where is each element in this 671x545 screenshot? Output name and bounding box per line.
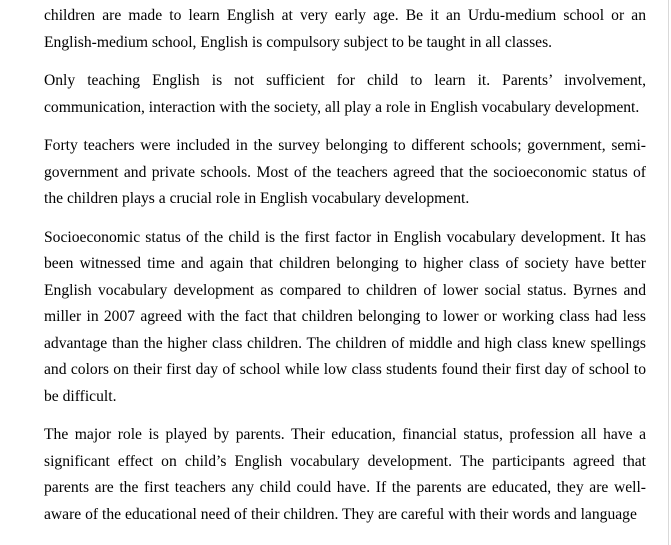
page-edge-divider bbox=[668, 0, 669, 545]
paragraph: The major role is played by parents. Their education, financial status, profession all have a significant effect on child’s English vocabulary development. The participants agreed that parents are the first teachers any child could have. If the parents are educated, they are well-aware of the educational need of their children. They are careful with their words and language bbox=[44, 426, 646, 523]
paragraph: Forty teachers were included in the survey belonging to different schools; government, semi-government and private schools. Most of the teachers agreed that the socioeconomic status of the children plays a crucial role in English vocabulary development. bbox=[44, 137, 646, 207]
paragraph: children are made to learn English at very early age. Be it an Urdu-medium school or an English-medium school, English is compulsory subject to be taught in all classes. bbox=[44, 7, 646, 51]
paragraph: Socioeconomic status of the child is the first factor in English vocabulary development. It has been witnessed time and again that children belonging to higher class of society have better English vocabulary development as compared to children of lower social status. Byrnes and miller in 2007 agreed with the fact that children belonging to lower or working class had less advantage than the higher class children. The children of middle and high class knew spellings and colors on their first day of school while low class students found their first day of school to be difficult. bbox=[44, 228, 646, 405]
document-body bbox=[44, 3, 646, 540]
paragraph: Only teaching English is not sufficient for child to learn it. Parents’ involvement, communication, interaction with the society, all play a role in English vocabulary development. bbox=[44, 72, 646, 116]
